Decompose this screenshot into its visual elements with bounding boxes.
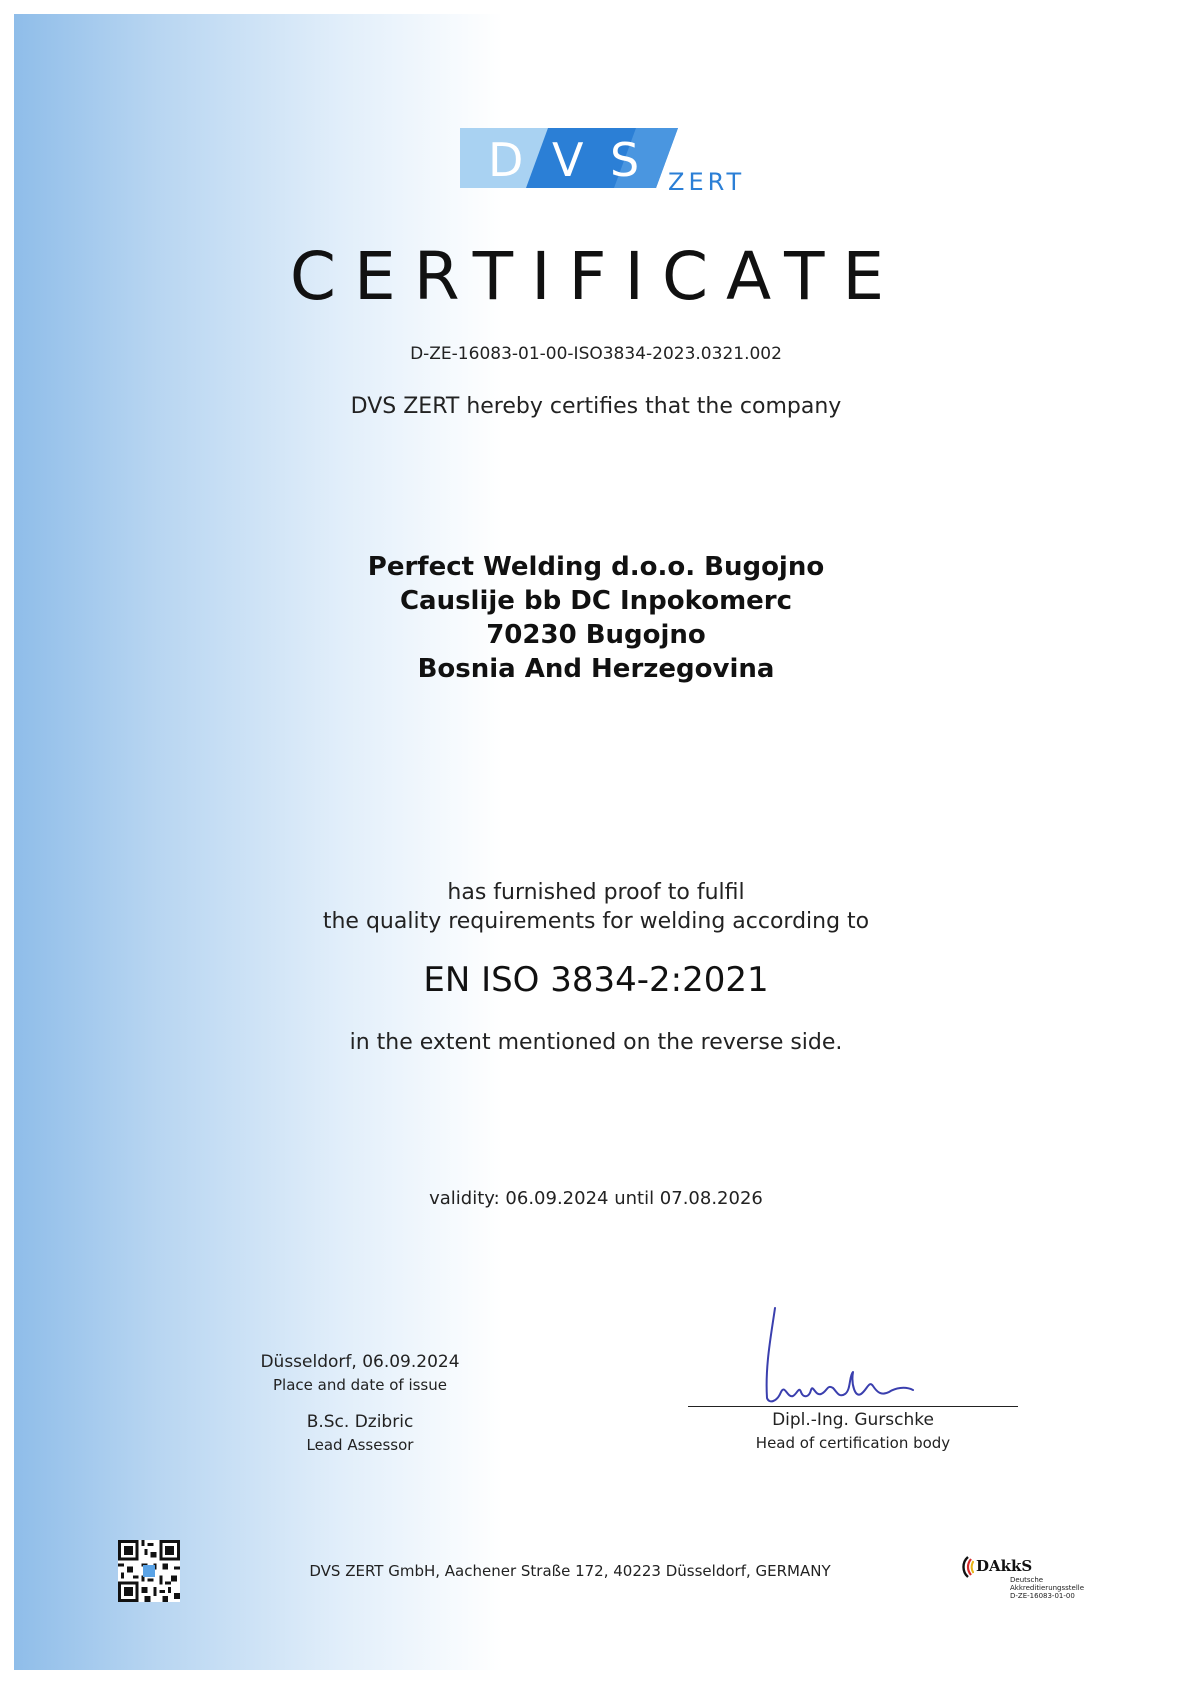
dakks-mark-icon bbox=[958, 1556, 974, 1578]
dakks-line-1: Deutsche bbox=[1010, 1576, 1044, 1584]
company-name: Perfect Welding d.o.o. Bugojno bbox=[367, 552, 825, 582]
footer-address: DVS ZERT GmbH, Aachener Straße 172, 40223 Düsseldorf, GERMANY bbox=[309, 1562, 831, 1580]
intro-text: DVS ZERT hereby certifies that the company bbox=[350, 394, 842, 419]
proof-line-2: the quality requirements for welding according to bbox=[322, 909, 870, 934]
certificate-number: D-ZE-16083-01-00-ISO3834-2023.0321.002 bbox=[410, 344, 782, 364]
logo-letter-d: D bbox=[488, 133, 524, 187]
dakks-subtext bbox=[1010, 1576, 1084, 1600]
proof-line-1: has furnished proof to fulfil bbox=[447, 880, 745, 905]
standard-name: EN ISO 3834-2:2021 bbox=[423, 960, 769, 1000]
dakks-line-3: D-ZE-16083-01-00 bbox=[1010, 1592, 1075, 1600]
signature-icon bbox=[755, 1306, 925, 1406]
qr-code-icon[interactable] bbox=[118, 1540, 180, 1602]
validity-text: validity: 06.09.2024 until 07.08.2026 bbox=[429, 1188, 763, 1209]
logo-letter-v: V bbox=[552, 133, 584, 187]
issue-block bbox=[240, 1352, 480, 1454]
logo-letter-s: S bbox=[610, 133, 640, 187]
issue-place-label: Place and date of issue bbox=[273, 1376, 447, 1394]
company-block bbox=[0, 550, 1192, 686]
extent-text: in the extent mentioned on the reverse side. bbox=[349, 1030, 843, 1055]
dakks-line-2: Akkreditierungsstelle bbox=[1010, 1584, 1085, 1592]
dakks-badge bbox=[958, 1556, 1098, 1606]
dakks-name: DAkkS bbox=[976, 1557, 1033, 1575]
assessor-name: B.Sc. Dzibric bbox=[306, 1412, 414, 1432]
proof-text bbox=[0, 878, 1192, 936]
assessor-role: Lead Assessor bbox=[306, 1436, 414, 1454]
issue-place-date: Düsseldorf, 06.09.2024 bbox=[260, 1352, 460, 1372]
company-street: Causlije bb DC Inpokomerc bbox=[399, 586, 793, 616]
head-role: Head of certification body bbox=[755, 1434, 951, 1452]
head-name: Dipl.-Ing. Gurschke bbox=[772, 1410, 934, 1430]
signature-line bbox=[688, 1406, 1018, 1407]
certificate-title: CERTIFICATE bbox=[289, 238, 903, 315]
logo-suffix: ZERT bbox=[668, 168, 746, 196]
company-country: Bosnia And Herzegovina bbox=[417, 654, 775, 684]
company-city: 70230 Bugojno bbox=[486, 620, 706, 650]
head-block bbox=[688, 1410, 1018, 1452]
dvs-zert-logo bbox=[460, 128, 780, 200]
